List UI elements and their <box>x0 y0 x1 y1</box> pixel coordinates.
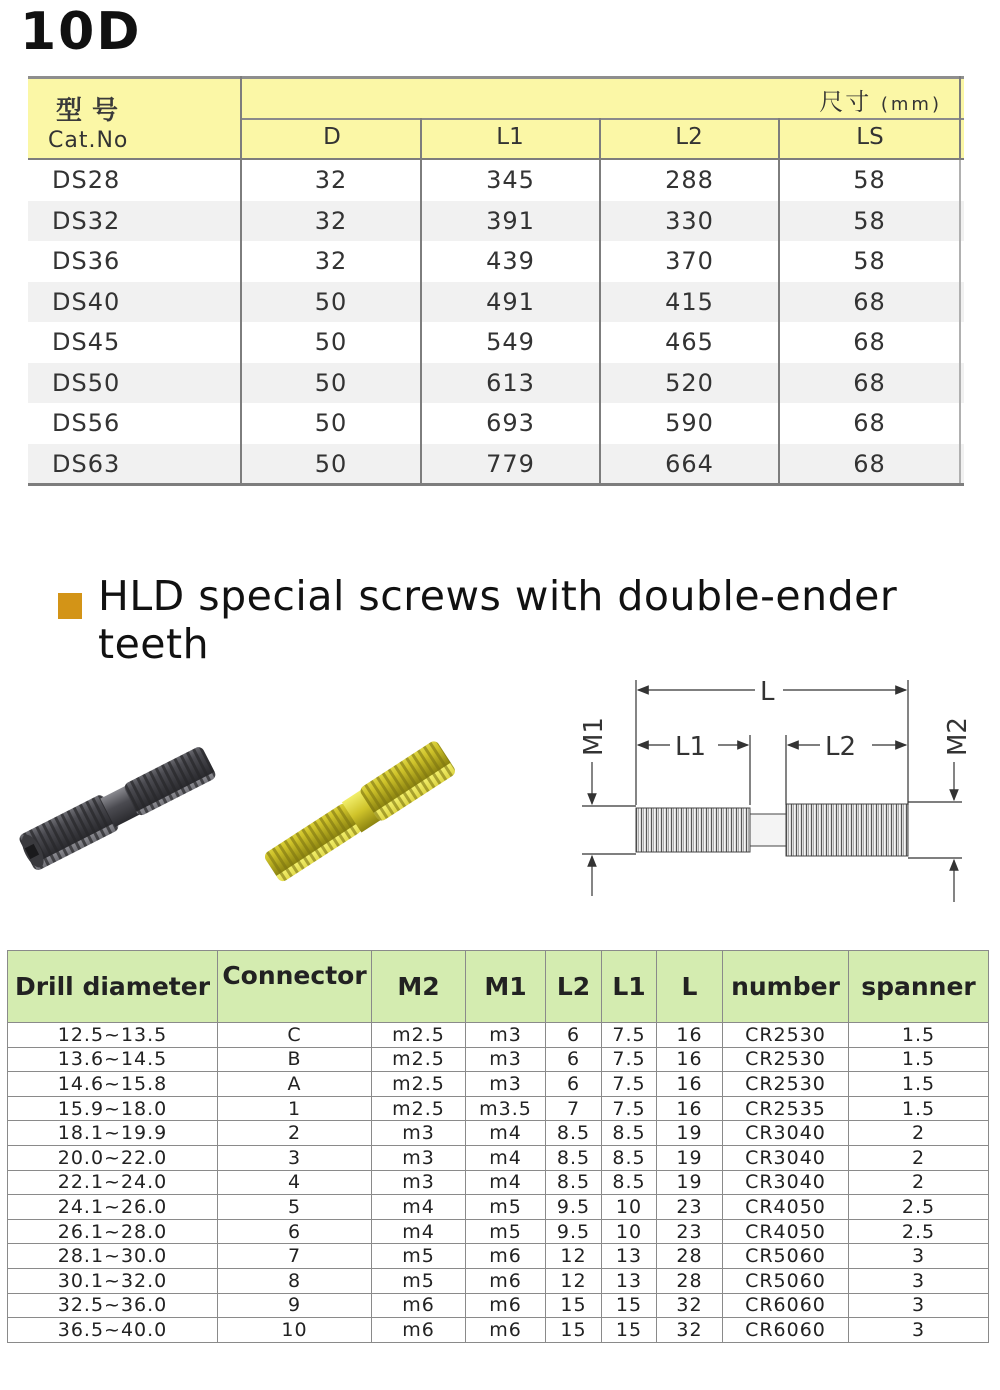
table-cell: 10 <box>602 1219 657 1244</box>
label-m2: M2 <box>943 717 973 756</box>
table-cell: 19 <box>657 1145 723 1170</box>
table-row <box>28 363 964 404</box>
table-cell: 50 <box>314 449 348 478</box>
table-cell: 30.1~32.0 <box>8 1268 218 1293</box>
table-cell: 3 <box>849 1293 989 1318</box>
spec-header-row <box>8 951 989 1023</box>
table-cell: 15.9~18.0 <box>8 1096 218 1121</box>
table-cell: 2 <box>849 1170 989 1195</box>
table-cell: m6 <box>372 1318 466 1343</box>
table-cell: m2.5 <box>372 1047 466 1072</box>
table-cell: 465 <box>665 328 714 356</box>
table-cell: 8.5 <box>602 1121 657 1146</box>
table-cell: 439 <box>486 247 535 275</box>
spec-table <box>7 950 989 1343</box>
table-cell: 2 <box>849 1145 989 1170</box>
table-cell: m3 <box>466 1072 546 1097</box>
table-cell: DS63 <box>52 449 121 478</box>
table-cell: 32 <box>657 1293 723 1318</box>
table-cell: 7.5 <box>602 1072 657 1097</box>
table-cell: 23 <box>657 1219 723 1244</box>
table-cell: 5 <box>218 1195 372 1220</box>
label-l2: L2 <box>825 732 857 762</box>
table-cell: 3 <box>849 1268 989 1293</box>
table-cell: m4 <box>372 1219 466 1244</box>
table-cell: m6 <box>466 1318 546 1343</box>
table-cell: 32 <box>314 247 348 275</box>
table-cell: 32 <box>657 1318 723 1343</box>
table-cell: 68 <box>853 409 886 437</box>
table-cell: 16 <box>657 1096 723 1121</box>
section-marker <box>58 593 82 619</box>
table-cell: 14.6~15.8 <box>8 1072 218 1097</box>
table-cell: 2 <box>218 1121 372 1146</box>
header-m1: M1 <box>466 951 546 1023</box>
table-row <box>8 1121 989 1146</box>
table-cell: 58 <box>853 247 886 275</box>
table-cell: 28.1~30.0 <box>8 1244 218 1269</box>
table-cell: 345 <box>486 166 535 194</box>
table-row <box>8 1047 989 1072</box>
header-spanner: spanner <box>849 951 989 1023</box>
table-cell: 26.1~28.0 <box>8 1219 218 1244</box>
table-cell: m4 <box>466 1170 546 1195</box>
table-cell: m5 <box>466 1195 546 1220</box>
table-cell: 50 <box>314 287 348 316</box>
table-cell: C <box>218 1023 372 1048</box>
table-cell: CR5060 <box>723 1268 849 1293</box>
table-cell: 415 <box>665 287 714 316</box>
table-cell: 13 <box>602 1244 657 1269</box>
table-cell: 6 <box>546 1047 602 1072</box>
table-cell: m3 <box>372 1170 466 1195</box>
table-row <box>8 1072 989 1097</box>
table-cell: m3.5 <box>466 1096 546 1121</box>
table-cell: 15 <box>546 1318 602 1343</box>
table-row <box>8 1293 989 1318</box>
table-cell: 58 <box>853 206 886 235</box>
table-cell: m3 <box>466 1023 546 1048</box>
table-cell: 7 <box>546 1096 602 1121</box>
cat-label-en: Cat.No <box>48 128 129 153</box>
table-cell: CR3040 <box>723 1121 849 1146</box>
table-cell: 3 <box>849 1318 989 1343</box>
table-row <box>28 444 964 485</box>
table-bottom-rule <box>28 483 964 486</box>
header-l: L <box>657 951 723 1023</box>
table-cell: 19 <box>657 1121 723 1146</box>
table-row <box>8 1318 989 1343</box>
table-cell: DS45 <box>52 328 121 356</box>
dimension-unit: (mm) <box>880 94 942 115</box>
col-divider <box>420 118 422 486</box>
yellow-screw-image <box>255 740 465 885</box>
table-row <box>8 1268 989 1293</box>
table-cell: 50 <box>314 409 348 437</box>
table-cell: 520 <box>665 368 714 397</box>
table-cell: 9 <box>218 1293 372 1318</box>
table-cell: 6 <box>218 1219 372 1244</box>
table-cell: 1.5 <box>849 1072 989 1097</box>
table-cell: 590 <box>665 409 714 437</box>
table-row <box>8 1195 989 1220</box>
table-cell: 18.1~19.9 <box>8 1121 218 1146</box>
table-row <box>8 1170 989 1195</box>
table-cell: 9.5 <box>546 1219 602 1244</box>
table-cell: m5 <box>466 1219 546 1244</box>
table-cell: CR6060 <box>723 1318 849 1343</box>
table-cell: DS50 <box>52 368 121 397</box>
col-header-l2: L2 <box>675 124 703 150</box>
table-cell: 693 <box>486 409 535 437</box>
table-cell: 2.5 <box>849 1195 989 1220</box>
table-cell: 23 <box>657 1195 723 1220</box>
table-cell: 32 <box>314 206 348 235</box>
table-cell: m4 <box>466 1145 546 1170</box>
table-cell: 50 <box>314 328 348 356</box>
table-cell: 8.5 <box>602 1145 657 1170</box>
table-cell: 1 <box>218 1096 372 1121</box>
dimension-label <box>819 82 942 117</box>
table-cell: CR2530 <box>723 1047 849 1072</box>
table-cell: 19 <box>657 1170 723 1195</box>
table-cell: 68 <box>853 328 886 356</box>
col-header-d: D <box>323 124 341 150</box>
table-cell: B <box>218 1047 372 1072</box>
label-l: L <box>760 677 775 707</box>
table-cell: 28 <box>657 1268 723 1293</box>
table-cell: 22.1~24.0 <box>8 1170 218 1195</box>
table-cell: 68 <box>853 449 886 478</box>
table-cell: 779 <box>486 449 535 478</box>
table-cell: CR4050 <box>723 1195 849 1220</box>
cat-label-cn: 型号 <box>56 96 129 126</box>
page-title: 10D <box>20 2 142 62</box>
table-cell: 8.5 <box>546 1145 602 1170</box>
table-cell: DS32 <box>52 206 121 235</box>
dark-screw-image <box>10 740 225 875</box>
table-cell: 32 <box>314 166 348 194</box>
table-row <box>8 1219 989 1244</box>
header-drill-diameter: Drill diameter <box>8 951 218 1023</box>
table-row <box>28 282 964 323</box>
table-cell: 1.5 <box>849 1023 989 1048</box>
table-cell: 7.5 <box>602 1023 657 1048</box>
table-cell: 8.5 <box>546 1121 602 1146</box>
table-cell: DS36 <box>52 247 121 275</box>
table-cell: 7.5 <box>602 1047 657 1072</box>
col-divider <box>778 118 780 486</box>
table-row <box>8 1145 989 1170</box>
table-cell: CR6060 <box>723 1293 849 1318</box>
table-cell: 15 <box>602 1293 657 1318</box>
table-cell: 549 <box>486 328 535 356</box>
table-cell: CR3040 <box>723 1145 849 1170</box>
col-divider <box>959 160 961 486</box>
table-cell: m6 <box>466 1293 546 1318</box>
table-cell: CR5060 <box>723 1244 849 1269</box>
table-row <box>8 1244 989 1269</box>
table-cell: m3 <box>466 1047 546 1072</box>
table-cell: 58 <box>853 166 886 194</box>
table-cell: DS40 <box>52 287 121 316</box>
table-cell: A <box>218 1072 372 1097</box>
spec-table-body <box>8 1023 989 1343</box>
table-cell: 1.5 <box>849 1047 989 1072</box>
table-cell: 7.5 <box>602 1096 657 1121</box>
table-row <box>28 160 964 201</box>
table-cell: 8.5 <box>602 1170 657 1195</box>
table-cell: 6 <box>546 1023 602 1048</box>
col-divider <box>599 118 601 486</box>
table-cell: m6 <box>466 1268 546 1293</box>
header-number: number <box>723 951 849 1023</box>
ds-size-table <box>28 76 964 488</box>
table-cell: 10 <box>602 1195 657 1220</box>
table-cell: 8 <box>218 1268 372 1293</box>
table-cell: m2.5 <box>372 1023 466 1048</box>
table-cell: CR3040 <box>723 1170 849 1195</box>
table-cell: m3 <box>372 1145 466 1170</box>
col-divider <box>959 76 961 160</box>
table-cell: 20.0~22.0 <box>8 1145 218 1170</box>
table-cell: 10 <box>218 1318 372 1343</box>
table-cell: m4 <box>372 1195 466 1220</box>
table-cell: 12 <box>546 1244 602 1269</box>
table-cell: 13.6~14.5 <box>8 1047 218 1072</box>
table-cell: 2.5 <box>849 1219 989 1244</box>
table-cell: 2 <box>849 1121 989 1146</box>
table-cell: 32.5~36.0 <box>8 1293 218 1318</box>
table-cell: 50 <box>314 368 348 397</box>
header-l2: L2 <box>546 951 602 1023</box>
table-cell: 16 <box>657 1023 723 1048</box>
dimension-label-cn: 尺寸 <box>819 88 872 116</box>
table-cell: 12 <box>546 1268 602 1293</box>
table-cell: 36.5~40.0 <box>8 1318 218 1343</box>
table-row <box>28 322 964 363</box>
table-cell: DS56 <box>52 409 121 437</box>
table-cell: 28 <box>657 1244 723 1269</box>
section-title: HLD special screws with double-ender teeth <box>98 572 898 668</box>
table-cell: 330 <box>665 206 714 235</box>
table-cell: m5 <box>372 1268 466 1293</box>
table-cell: 391 <box>486 206 535 235</box>
label-l1: L1 <box>675 732 707 762</box>
table-cell: 16 <box>657 1047 723 1072</box>
header-divider <box>242 118 964 120</box>
table-cell: 288 <box>665 166 714 194</box>
table-row <box>8 1023 989 1048</box>
table-cell: 370 <box>665 247 714 275</box>
table-row <box>28 241 964 282</box>
table-cell: 7 <box>218 1244 372 1269</box>
table-row <box>28 403 964 444</box>
table-cell: 24.1~26.0 <box>8 1195 218 1220</box>
table-cell: m2.5 <box>372 1072 466 1097</box>
table-cell: 3 <box>849 1244 989 1269</box>
label-m1: M1 <box>579 717 609 756</box>
table-cell: CR4050 <box>723 1219 849 1244</box>
table-cell: 68 <box>853 368 886 397</box>
table-cell: m3 <box>372 1121 466 1146</box>
table-cell: m2.5 <box>372 1096 466 1121</box>
table-cell: CR2535 <box>723 1096 849 1121</box>
table-cell: m6 <box>372 1293 466 1318</box>
table-cell: 15 <box>546 1293 602 1318</box>
table-cell: m5 <box>372 1244 466 1269</box>
col-header-ls: LS <box>856 124 884 150</box>
screw-dimension-diagram <box>570 670 980 910</box>
table-row <box>8 1096 989 1121</box>
table-cell: CR2530 <box>723 1023 849 1048</box>
table-cell: 664 <box>665 449 714 478</box>
table-cell: 68 <box>853 287 886 316</box>
table-cell: 1.5 <box>849 1096 989 1121</box>
header-m2: M2 <box>372 951 466 1023</box>
table-row <box>28 201 964 242</box>
col-header-l1: L1 <box>496 124 524 150</box>
table-cell: 4 <box>218 1170 372 1195</box>
table-cell: CR2530 <box>723 1072 849 1097</box>
table-cell: 15 <box>602 1318 657 1343</box>
table-cell: 12.5~13.5 <box>8 1023 218 1048</box>
table-cell: 13 <box>602 1268 657 1293</box>
table-cell: m4 <box>466 1121 546 1146</box>
col-divider <box>240 76 242 486</box>
table-cell: 16 <box>657 1072 723 1097</box>
table-cell: 3 <box>218 1145 372 1170</box>
header-l1: L1 <box>602 951 657 1023</box>
table-cell: 613 <box>486 368 535 397</box>
table-cell: DS28 <box>52 166 121 194</box>
table-cell: 6 <box>546 1072 602 1097</box>
table-cell: 9.5 <box>546 1195 602 1220</box>
header-connector: Connector <box>218 951 372 1023</box>
table-cell: 8.5 <box>546 1170 602 1195</box>
table-cell: 491 <box>486 287 535 316</box>
table-cell: m6 <box>466 1244 546 1269</box>
